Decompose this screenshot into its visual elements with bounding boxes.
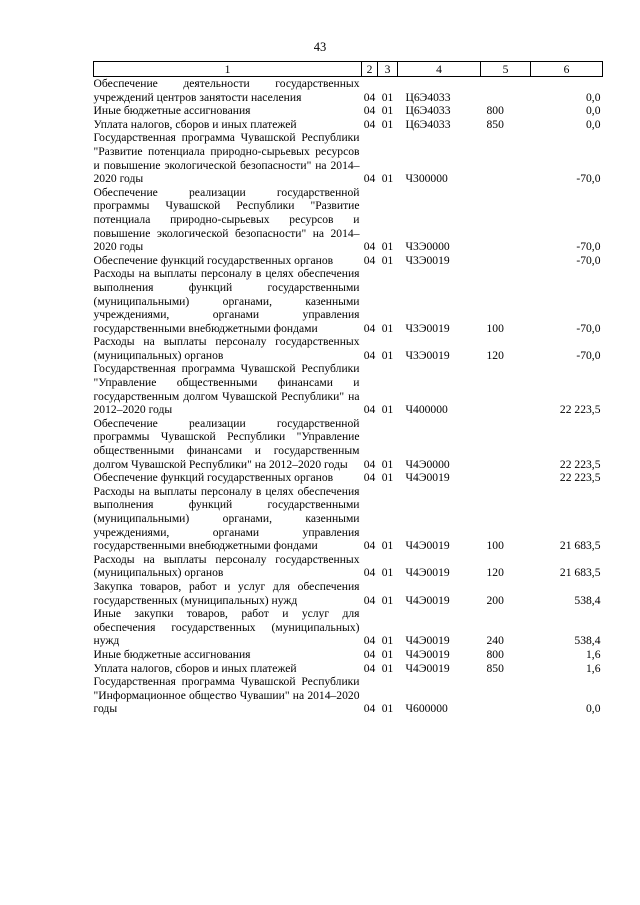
row-target-code: Ч4Э0019 xyxy=(405,593,450,607)
row-description: Государственная программа Чувашской Республики "Информационное общество Чувашии" на 2014–2020 годы xyxy=(93,675,360,716)
row-description: Обеспечение деятельности государственных учреждений центров занятости населения xyxy=(93,77,360,104)
row-amount: -70,0 xyxy=(576,321,601,335)
row-section: 04 xyxy=(363,634,376,648)
row-target-code: Ц6Э4033 xyxy=(405,117,451,131)
page-number: 43 xyxy=(313,40,327,54)
row-target-code: Ч3Э0019 xyxy=(405,253,450,267)
row-amount: 22 223,5 xyxy=(559,403,601,417)
row-target-code: Ц6Э4033 xyxy=(405,90,451,104)
table-row xyxy=(94,580,603,607)
row-description: Расходы на выплаты персоналу государственных (муниципальных) органов xyxy=(93,552,360,580)
table-row xyxy=(94,104,603,118)
row-subsection: 01 xyxy=(381,117,394,131)
row-expense-type xyxy=(481,77,531,105)
row-subsection: 01 xyxy=(381,566,394,580)
row-description: Обеспечение функций государственных органов xyxy=(93,253,334,267)
row-subsection: 01 xyxy=(381,457,394,471)
row-expense-type: 850 xyxy=(486,117,504,131)
row-expense-type xyxy=(481,362,531,416)
row-description: Обеспечение реализации государственной программы Чувашской Республики "Управление общественными финансами и государственным долгом Чувашской Республики" на 2012–2020 годы xyxy=(93,416,360,471)
row-expense-type xyxy=(481,131,531,185)
row-expense-type: 120 xyxy=(486,566,504,580)
table-row xyxy=(94,471,603,485)
row-target-code: Ч3Э0000 xyxy=(405,240,450,254)
row-section: 04 xyxy=(363,240,376,254)
row-subsection: 01 xyxy=(381,90,394,104)
row-section: 04 xyxy=(363,104,376,118)
row-amount: 21 683,5 xyxy=(559,539,601,553)
row-subsection: 01 xyxy=(381,348,394,362)
row-target-code: Ч400000 xyxy=(405,403,448,417)
row-target-code: Ч600000 xyxy=(405,702,448,716)
row-subsection: 01 xyxy=(381,661,394,675)
table-row xyxy=(94,254,603,268)
row-description: Иные бюджетные ассигнования xyxy=(93,647,251,661)
row-amount: -70,0 xyxy=(576,172,601,186)
row-subsection: 01 xyxy=(381,593,394,607)
row-section: 04 xyxy=(363,471,376,485)
row-expense-type: 800 xyxy=(486,647,504,661)
row-expense-type: 100 xyxy=(486,321,504,335)
table-row xyxy=(94,267,603,335)
row-section: 04 xyxy=(363,457,376,471)
row-amount: 22 223,5 xyxy=(559,457,601,471)
row-target-code: Ч300000 xyxy=(405,172,448,186)
table-header-row xyxy=(94,62,603,77)
row-description: Государственная программа Чувашской Республики "Развитие потенциала природно-сырьевых ресурсов и повышение экологической безопасности" на 2014–2020 годы xyxy=(93,131,360,186)
table-row xyxy=(94,362,603,416)
row-target-code: Ч4Э0019 xyxy=(405,647,450,661)
table-row xyxy=(94,662,603,676)
table-row xyxy=(94,131,603,185)
row-description: Государственная программа Чувашской Республики "Управление общественными финансами и государственным долгом Чувашской Республики" на 2012–2020 годы xyxy=(93,362,360,417)
row-description: Уплата налогов, сборов и иных платежей xyxy=(93,117,297,131)
row-target-code: Ч3Э0019 xyxy=(405,321,450,335)
row-expense-type: 120 xyxy=(486,348,504,362)
row-expense-type: 100 xyxy=(486,539,504,553)
table-row xyxy=(94,118,603,132)
row-subsection: 01 xyxy=(381,240,394,254)
row-description: Расходы на выплаты персоналу в целях обеспечения выполнения функций государственными (муниципальными) органами, казенными учреждениями, органами управления государственными внебюджетными фондами xyxy=(93,267,360,335)
table-row xyxy=(94,186,603,254)
row-target-code: Ч4Э0019 xyxy=(405,539,450,553)
row-amount: 22 223,5 xyxy=(559,471,601,485)
row-section: 04 xyxy=(363,90,376,104)
row-section: 04 xyxy=(363,661,376,675)
row-section: 04 xyxy=(363,253,376,267)
row-description: Обеспечение функций государственных органов xyxy=(93,471,334,485)
table-row xyxy=(94,485,603,553)
table-row xyxy=(94,648,603,662)
row-description: Иные закупки товаров, работ и услуг для обеспечения государственных (муниципальных) нужд xyxy=(93,607,360,648)
row-section: 04 xyxy=(363,539,376,553)
table-row xyxy=(94,553,603,580)
row-subsection: 01 xyxy=(381,647,394,661)
table-row xyxy=(94,77,603,105)
row-subsection: 01 xyxy=(381,634,394,648)
row-description: Закупка товаров, работ и услуг для обеспечения государственных (муниципальных) нужд xyxy=(93,579,360,607)
row-section: 04 xyxy=(363,647,376,661)
row-amount: -70,0 xyxy=(576,348,601,362)
row-subsection: 01 xyxy=(381,172,394,186)
row-amount: 0,0 xyxy=(586,104,601,118)
row-amount: 0,0 xyxy=(586,117,601,131)
row-amount: -70,0 xyxy=(576,240,601,254)
row-subsection: 01 xyxy=(381,321,394,335)
header-col-1: 1 xyxy=(94,62,362,77)
row-amount: 538,4 xyxy=(574,593,601,607)
row-section: 04 xyxy=(363,348,376,362)
row-description: Иные бюджетные ассигнования xyxy=(93,104,251,118)
row-amount: 0,0 xyxy=(586,702,601,716)
header-col-5: 5 xyxy=(481,62,531,77)
row-section: 04 xyxy=(363,403,376,417)
row-expense-type xyxy=(481,471,531,485)
row-section: 04 xyxy=(363,702,376,716)
table-body xyxy=(94,77,603,716)
header-col-6: 6 xyxy=(531,62,603,77)
row-amount: 1,6 xyxy=(586,647,601,661)
row-expense-type: 200 xyxy=(486,593,504,607)
row-target-code: Ч4Э0000 xyxy=(405,457,450,471)
row-subsection: 01 xyxy=(381,702,394,716)
row-subsection: 01 xyxy=(381,253,394,267)
row-subsection: 01 xyxy=(381,403,394,417)
row-subsection: 01 xyxy=(381,104,394,118)
row-expense-type xyxy=(481,675,531,716)
table-row xyxy=(94,607,603,648)
row-amount: 1,6 xyxy=(586,661,601,675)
row-target-code: Ч4Э0019 xyxy=(405,634,450,648)
row-expense-type: 800 xyxy=(486,104,504,118)
row-target-code: Ч4Э0019 xyxy=(405,661,450,675)
row-section: 04 xyxy=(363,566,376,580)
row-expense-type: 240 xyxy=(486,634,504,648)
row-section: 04 xyxy=(363,321,376,335)
row-expense-type xyxy=(481,417,531,471)
row-section: 04 xyxy=(363,172,376,186)
row-description: Расходы на выплаты персоналу государственных (муниципальных) органов xyxy=(93,335,360,362)
row-amount: -70,0 xyxy=(576,253,601,267)
row-amount: 0,0 xyxy=(586,90,601,104)
row-section: 04 xyxy=(363,593,376,607)
header-col-4: 4 xyxy=(398,62,481,77)
table-row xyxy=(94,417,603,471)
row-description: Обеспечение реализации государственной программы Чувашской Республики "Развитие потенциала природно-сырьевых ресурсов и повышение экологической безопасности" на 2014–2020 годы xyxy=(93,185,360,254)
budget-table xyxy=(93,61,603,716)
row-description: Уплата налогов, сборов и иных платежей xyxy=(93,661,297,675)
row-target-code: Ч3Э0019 xyxy=(405,348,450,362)
header-col-2: 2 xyxy=(362,62,378,77)
row-target-code: Ц6Э4033 xyxy=(405,104,451,118)
row-amount: 21 683,5 xyxy=(559,566,601,580)
table-row xyxy=(94,675,603,716)
header-col-3: 3 xyxy=(378,62,398,77)
row-subsection: 01 xyxy=(381,471,394,485)
table-row xyxy=(94,335,603,362)
row-expense-type: 850 xyxy=(486,661,504,675)
row-amount: 538,4 xyxy=(574,634,601,648)
row-section: 04 xyxy=(363,117,376,131)
row-expense-type xyxy=(481,186,531,254)
row-expense-type xyxy=(481,254,531,268)
row-subsection: 01 xyxy=(381,539,394,553)
row-target-code: Ч4Э0019 xyxy=(405,566,450,580)
row-target-code: Ч4Э0019 xyxy=(405,471,450,485)
row-description: Расходы на выплаты персоналу в целях обеспечения выполнения функций государственными (муниципальными) органами, казенными учреждениями, органами управления государственными внебюджетными фондами xyxy=(93,484,360,553)
